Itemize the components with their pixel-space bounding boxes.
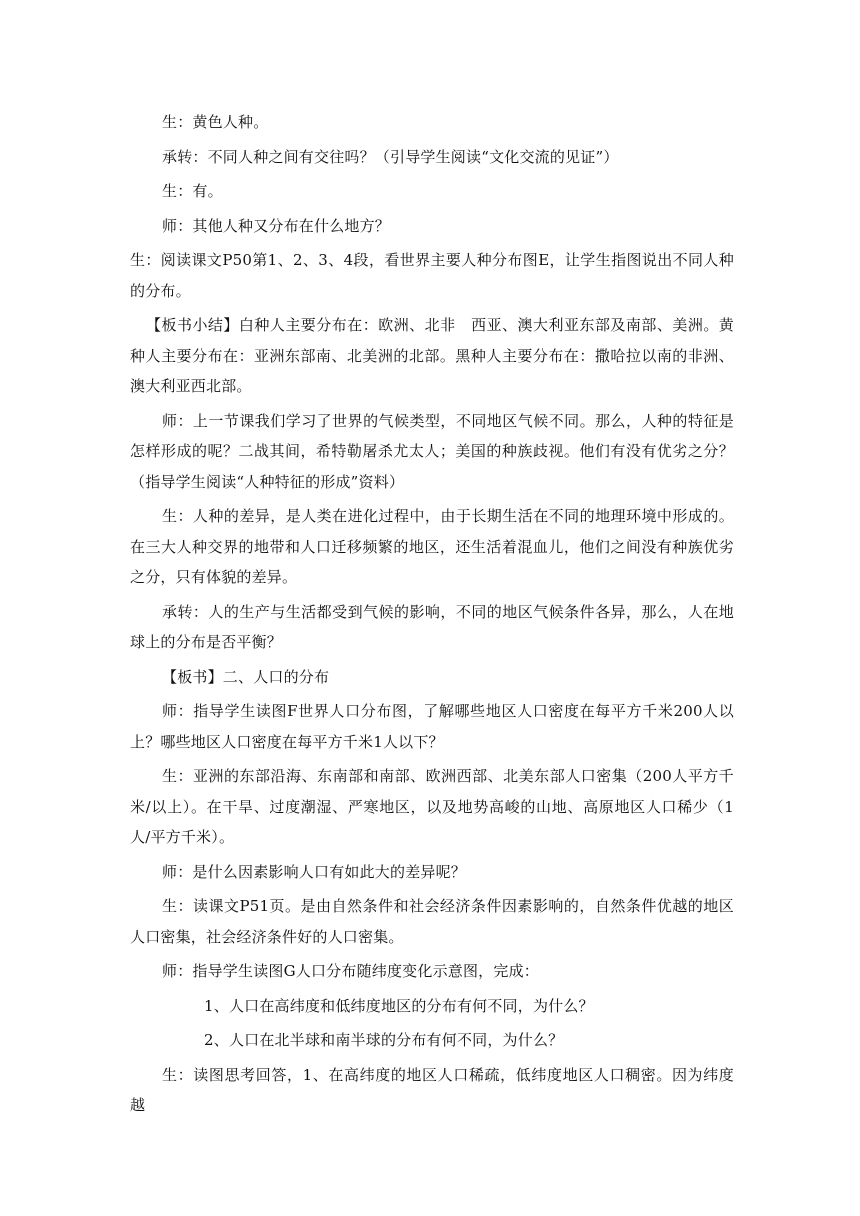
dialogue-paragraph: 生：读图思考回答，1、在高纬度的地区人口稀疏，低纬度地区人口稠密。因为纬度越 bbox=[130, 1065, 734, 1114]
question-item: 2、人口在北半球和南半球的分布有何不同，为什么？ bbox=[204, 1031, 564, 1049]
dialogue-paragraph: 生：读课文P51页。是由自然条件和社会经济条件因素影响的，自然条件优越的地区人口密集，社会经济条件好的人口密集。 bbox=[130, 897, 734, 946]
dialogue-paragraph: 师：指导学生读图F世界人口分布图，了解哪些地区人口密度在每平方千米200人以上？哪些地区人口密度在每平方千米1人以下？ bbox=[130, 702, 734, 751]
dialogue-paragraph: 师：指导学生读图G人口分布随纬度变化示意图，完成： bbox=[162, 962, 539, 980]
question-item: 1、人口在高纬度和低纬度地区的分布有何不同，为什么？ bbox=[204, 996, 594, 1015]
dialogue-paragraph: 生：阅读课文P50第1、2、3、4段，看世界主要人种分布图E，让学生指图说出不同人种的分布。 bbox=[130, 251, 734, 300]
dialogue-paragraph: 生：有。 bbox=[162, 182, 223, 200]
board-summary-paragraph: 【板书小结】白种人主要分布在：欧洲、北非 西亚、澳大利亚东部及南部、美洲。黄种人主要分布在：亚洲东部南、北美洲的北部。黑种人主要分布在：撒哈拉以南的非洲、澳大利亚西北部。 bbox=[130, 316, 734, 395]
dialogue-paragraph: 师：其他人种又分布在什么地方？ bbox=[162, 216, 391, 235]
dialogue-paragraph: 师：是什么因素影响人口有如此大的差异呢？ bbox=[162, 862, 467, 881]
transition-paragraph: 承转：不同人种之间有交往吗？（引导学生阅读“文化交流的见证”） bbox=[162, 147, 619, 166]
transition-paragraph: 承转：人的生产与生活都受到气候的影响，不同的地区气候条件各异，那么，人在地球上的分布是否平衡？ bbox=[130, 602, 734, 651]
dialogue-paragraph: 生：人种的差异，是人类在进化过程中，由于长期生活在不同的地理环境中形成的。在三大人种交界的地带和人口迁移频繁的地区，还生活着混血儿，他们之间没有种族优劣之分，只有体貌的差异。 bbox=[130, 507, 734, 586]
dialogue-paragraph: 师：上一节课我们学习了世界的气候类型，不同地区气候不同。那么，人种的特征是怎样形成的呢？二战其间，希特勒屠杀尤太人；美国的种族歧视。他们有没有优劣之分？（指导学生阅读“人种特征的形成”资料） bbox=[130, 411, 734, 491]
board-heading-paragraph: 【板书】二、人口的分布 bbox=[162, 667, 330, 686]
document-page bbox=[130, 107, 734, 1125]
dialogue-paragraph: 生：亚洲的东部沿海、东南部和南部、欧洲西部、北美东部人口密集（200人平方千米/以上）。在干旱、过度潮湿、严寒地区，以及地势高峻的山地、高原地区人口稀少（1人/平方千米）。 bbox=[130, 767, 734, 846]
dialogue-paragraph: 生：黄色人种。 bbox=[162, 113, 269, 131]
